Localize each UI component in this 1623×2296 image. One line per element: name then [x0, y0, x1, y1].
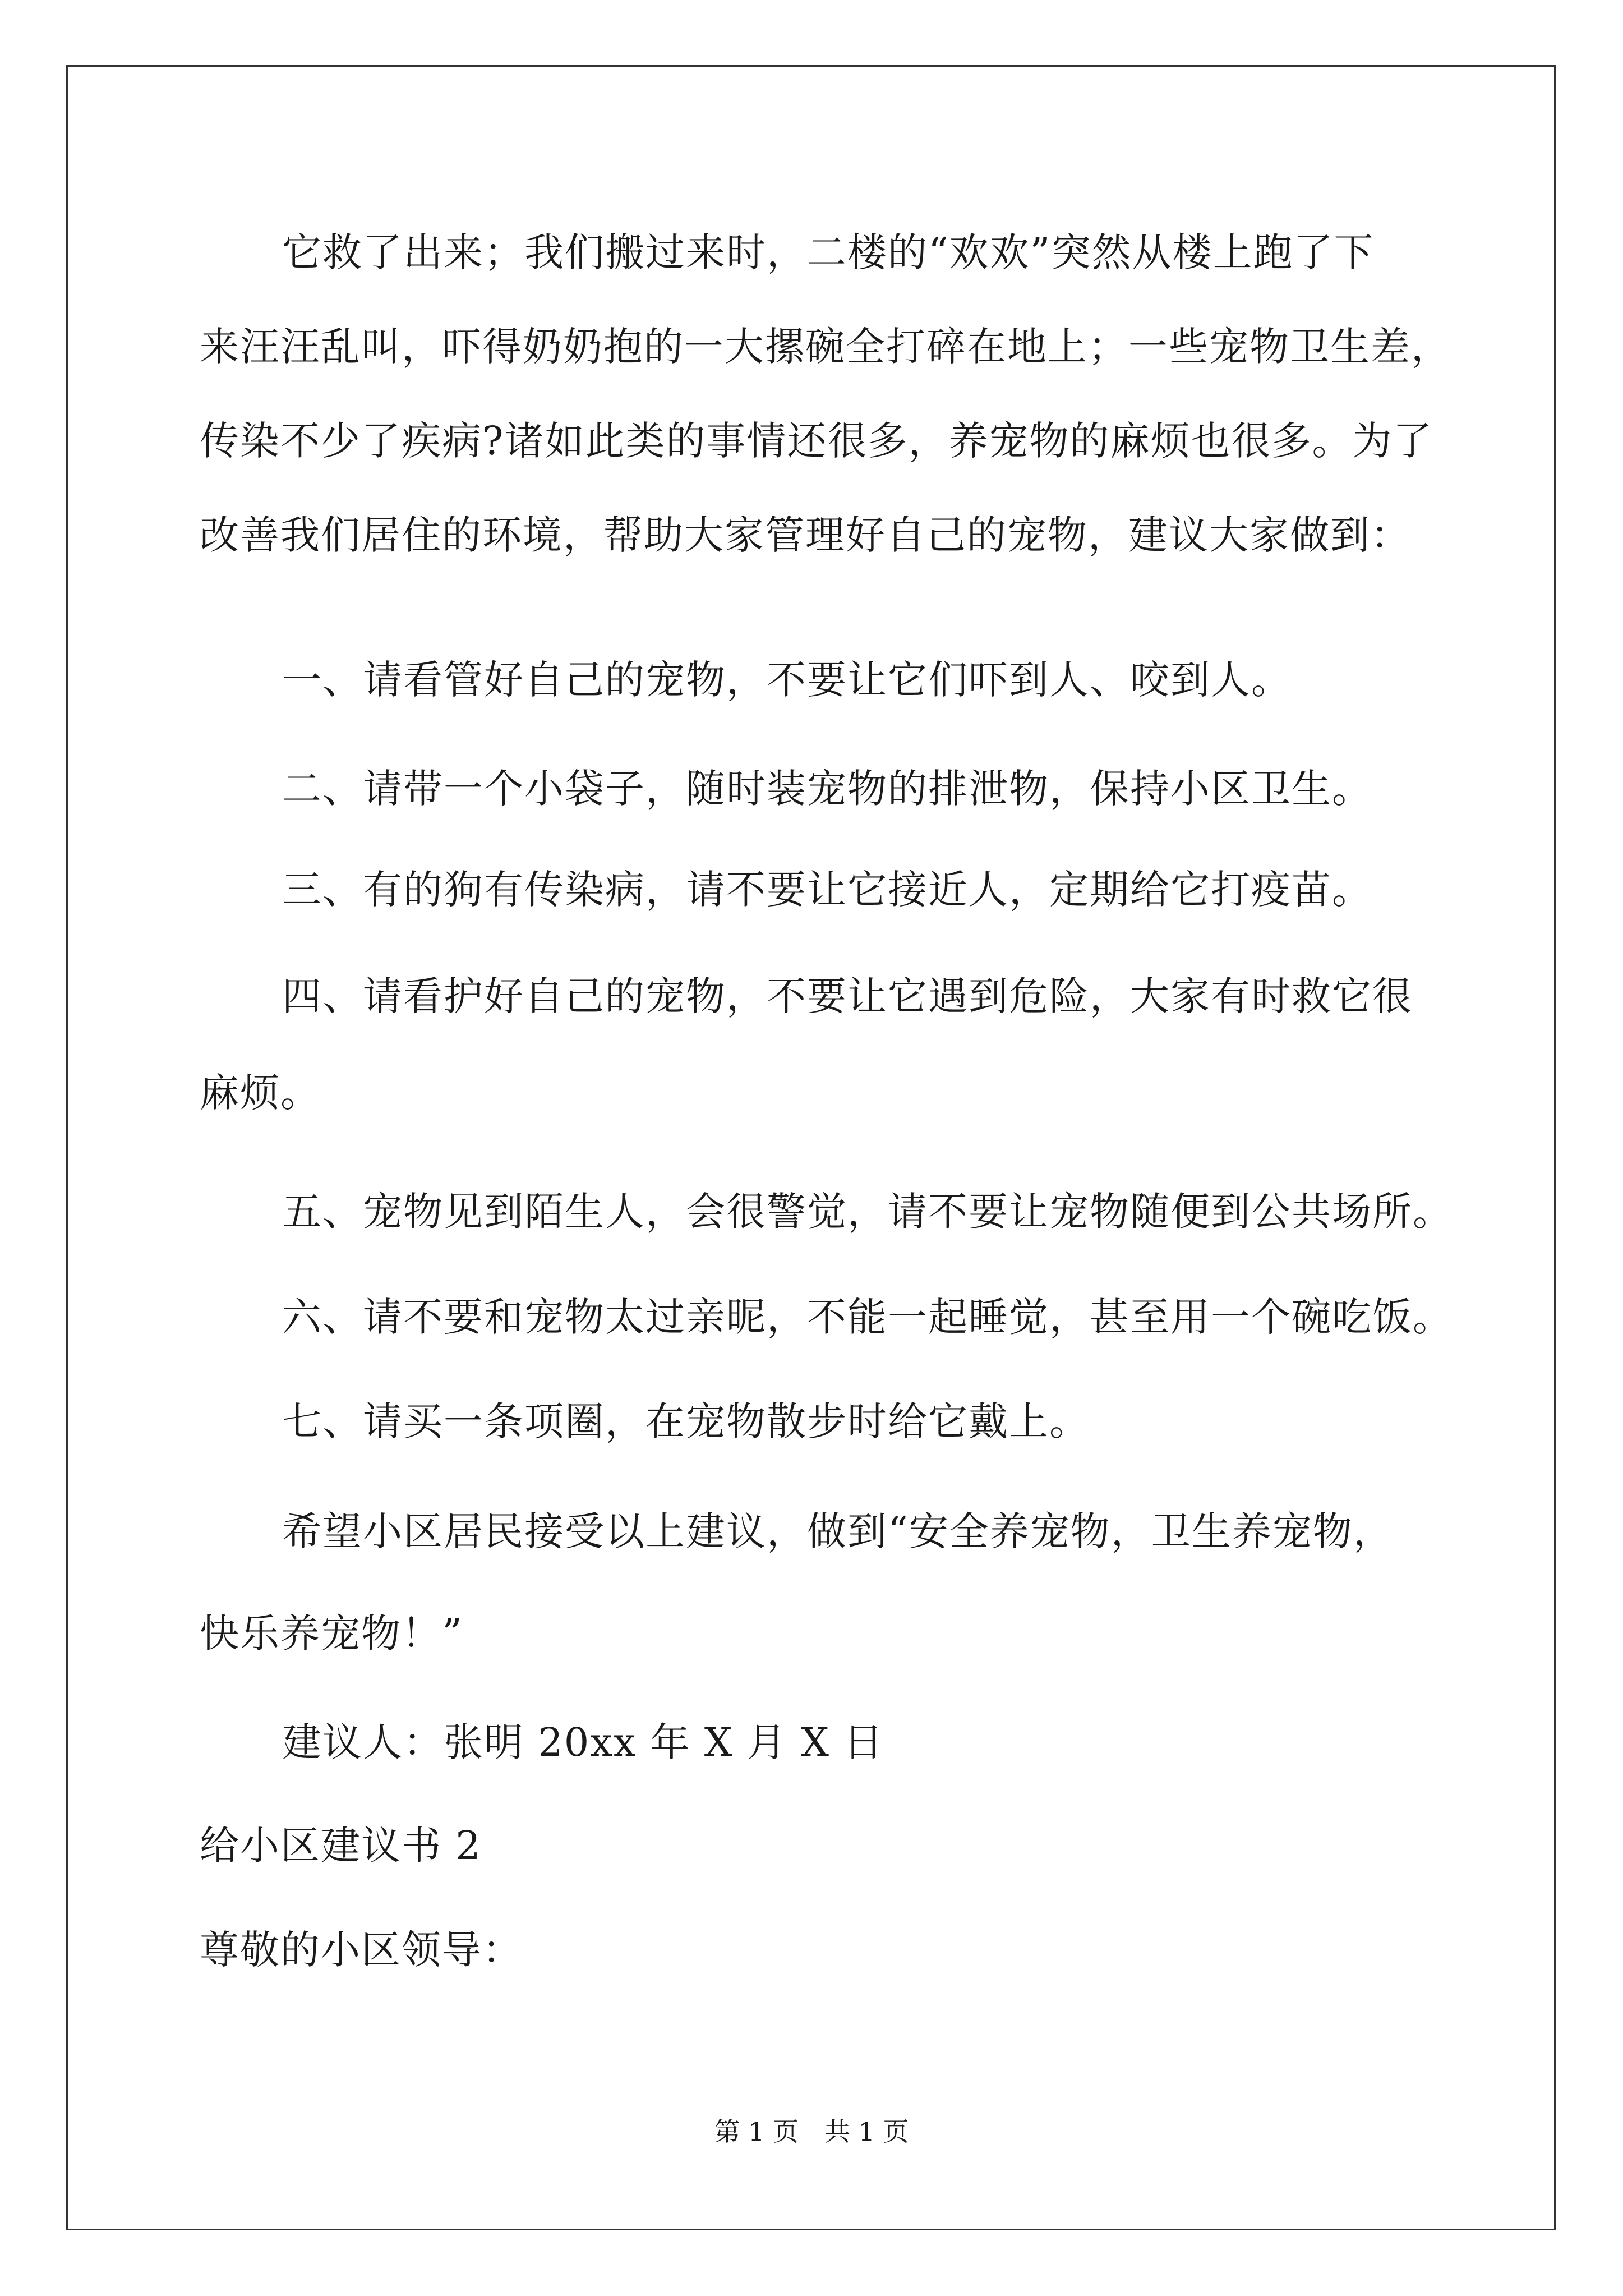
page-footer: 第 1 页 共 1 页	[714, 2116, 909, 2147]
body-line: 来汪汪乱叫，吓得奶奶抱的一大摞碗全打碎在地上；一些宠物卫生差，	[200, 324, 1451, 370]
list-item: 三、有的狗有传染病，请不要让它接近人，定期给它打疫苗。	[282, 867, 1372, 913]
section-title: 给小区建议书 2	[200, 1823, 482, 1869]
list-item: 四、请看护好自己的宠物，不要让它遇到危险，大家有时救它很	[282, 973, 1413, 1019]
salutation: 尊敬的小区领导：	[200, 1927, 523, 1973]
list-item-continuation: 麻烦。	[200, 1070, 321, 1116]
list-item: 七、请买一条项圈，在宠物散步时给它戴上。	[282, 1398, 1090, 1444]
signature-line: 建议人：张明 20xx 年 X 月 X 日	[282, 1719, 884, 1765]
closing-paragraph: 快乐养宠物！”	[200, 1611, 463, 1657]
list-item: 二、请带一个小袋子，随时装宠物的排泄物，保持小区卫生。	[282, 766, 1372, 812]
body-line: 它救了出来；我们搬过来时，二楼的“欢欢”突然从楼上跑了下	[282, 229, 1375, 275]
list-item: 五、宠物见到陌生人，会很警觉，请不要让宠物随便到公共场所。	[282, 1189, 1453, 1235]
body-line: 传染不少了疾病?诸如此类的事情还很多，养宠物的麻烦也很多。为了	[200, 418, 1433, 464]
closing-paragraph: 希望小区居民接受以上建议，做到“安全养宠物，卫生养宠物，	[282, 1508, 1394, 1554]
list-item: 六、请不要和宠物太过亲昵，不能一起睡觉，甚至用一个碗吃饭。	[282, 1294, 1453, 1340]
page-border	[66, 65, 1556, 2230]
list-item: 一、请看管好自己的宠物，不要让它们吓到人、咬到人。	[282, 657, 1292, 703]
body-line: 改善我们居住的环境，帮助大家管理好自己的宠物，建议大家做到：	[200, 512, 1411, 558]
